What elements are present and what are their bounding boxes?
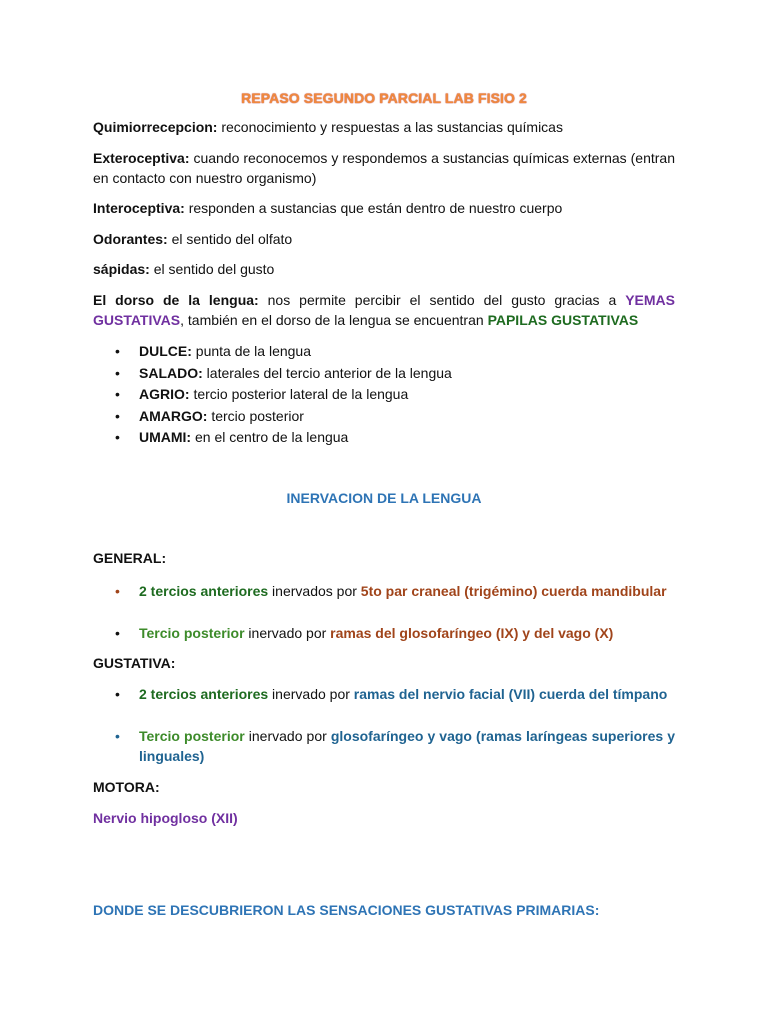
donde-heading: DONDE SE DESCUBRIERON LAS SENSACIONES GUSTATIVAS PRIMARIAS:: [93, 902, 600, 918]
bullet-icon: •: [115, 728, 120, 744]
list-item: [93, 726, 675, 768]
def-sapidas: [93, 259, 675, 279]
taste-term: DULCE:: [139, 343, 192, 359]
def-quimiorrecepcion: [93, 117, 675, 137]
bullet-icon: •: [115, 364, 120, 381]
taste-text: tercio posterior lateral de la lengua: [189, 386, 409, 402]
dorso-paragraph: [93, 290, 675, 330]
bullet-icon: •: [115, 686, 120, 702]
def-term: sápidas:: [93, 261, 150, 277]
list-item: [93, 341, 675, 363]
taste-text: tercio posterior: [207, 407, 304, 424]
list-item: [93, 427, 675, 449]
taste-term: AGRIO:: [139, 386, 190, 402]
connector-text: inervado por: [244, 625, 331, 641]
motora-nerve: Nervio hipogloso (XII): [93, 810, 238, 826]
general-label: GENERAL:: [93, 550, 167, 566]
bullet-icon: •: [115, 343, 120, 359]
motora-label: MOTORA:: [93, 779, 160, 795]
yemas-gustativas: YEMAS GUSTATIVAS: [93, 292, 676, 328]
nerve-label: glosofaríngeo y vago (ramas laríngeas superiores y linguales): [139, 728, 675, 764]
list-item: [93, 684, 675, 726]
bullet-icon: •: [115, 407, 120, 424]
dorso-text-1: nos permite percibir el sentido del gusto gracias a: [258, 292, 626, 308]
region-label: 2 tercios anteriores: [139, 583, 269, 599]
def-term: Quimiorrecepcion:: [93, 119, 218, 135]
def-text: responden a sustancias que están dentro de nuestro cuerpo: [184, 200, 563, 216]
taste-term: SALADO:: [139, 364, 203, 381]
def-term: Interoceptiva:: [93, 200, 185, 216]
connector-text: inervado por: [268, 686, 354, 702]
nerve-label: 5to par craneal (trigémino) cuerda mandibular: [360, 583, 667, 599]
taste-text: en el centro de la lengua: [191, 429, 349, 445]
def-text: cuando reconocemos y respondemos a sustancias químicas externas (entran en contacto con nuestro organismo): [93, 150, 675, 186]
list-item: [93, 581, 675, 623]
taste-text: laterales del tercio anterior de la lengua: [202, 364, 452, 381]
list-item: [93, 406, 675, 428]
list-item: [93, 384, 675, 406]
def-text: el sentido del olfato: [167, 231, 293, 247]
bullet-icon: •: [115, 429, 120, 445]
connector-text: inervados por: [268, 583, 361, 599]
bullet-icon: •: [115, 386, 120, 402]
gustativa-list: [93, 684, 675, 768]
list-item: [93, 363, 675, 385]
def-text: reconocimiento y respuestas a las sustancias químicas: [217, 119, 563, 135]
region-label: Tercio posterior: [139, 728, 245, 744]
def-interoceptiva: [93, 198, 675, 218]
inervacion-heading: INERVACION DE LA LENGUA: [286, 490, 482, 506]
taste-term: UMAMI:: [139, 429, 192, 445]
taste-text: punta de la lengua: [191, 343, 311, 359]
papilas-gustativas: PAPILAS GUSTATIVAS: [487, 312, 639, 328]
region-label: Tercio posterior: [139, 625, 245, 641]
def-term: Odorantes:: [93, 231, 168, 247]
document-title: REPASO SEGUNDO PARCIAL LAB FISIO 2: [241, 90, 527, 106]
general-list: [93, 581, 675, 644]
dorso-term: El dorso de la lengua:: [93, 292, 259, 308]
bullet-icon: •: [115, 625, 120, 641]
dorso-text-2: , también en el dorso de la lengua se encuentran: [180, 312, 488, 328]
connector-text: inervado por: [244, 728, 331, 744]
def-odorantes: [93, 229, 675, 249]
taste-list: [93, 341, 675, 449]
gustativa-label: GUSTATIVA:: [93, 655, 176, 671]
def-exteroceptiva: [93, 148, 675, 188]
list-item: [93, 623, 675, 644]
bullet-icon: •: [115, 583, 120, 599]
def-text: el sentido del gusto: [149, 261, 275, 277]
nerve-label: ramas del glosofaríngeo (IX) y del vago (X): [330, 625, 614, 641]
taste-term: AMARGO:: [139, 407, 208, 424]
nerve-label: ramas del nervio facial (VII) cuerda del tímpano: [353, 686, 668, 702]
def-term: Exteroceptiva:: [93, 150, 190, 166]
region-label: 2 tercios anteriores: [139, 686, 269, 702]
